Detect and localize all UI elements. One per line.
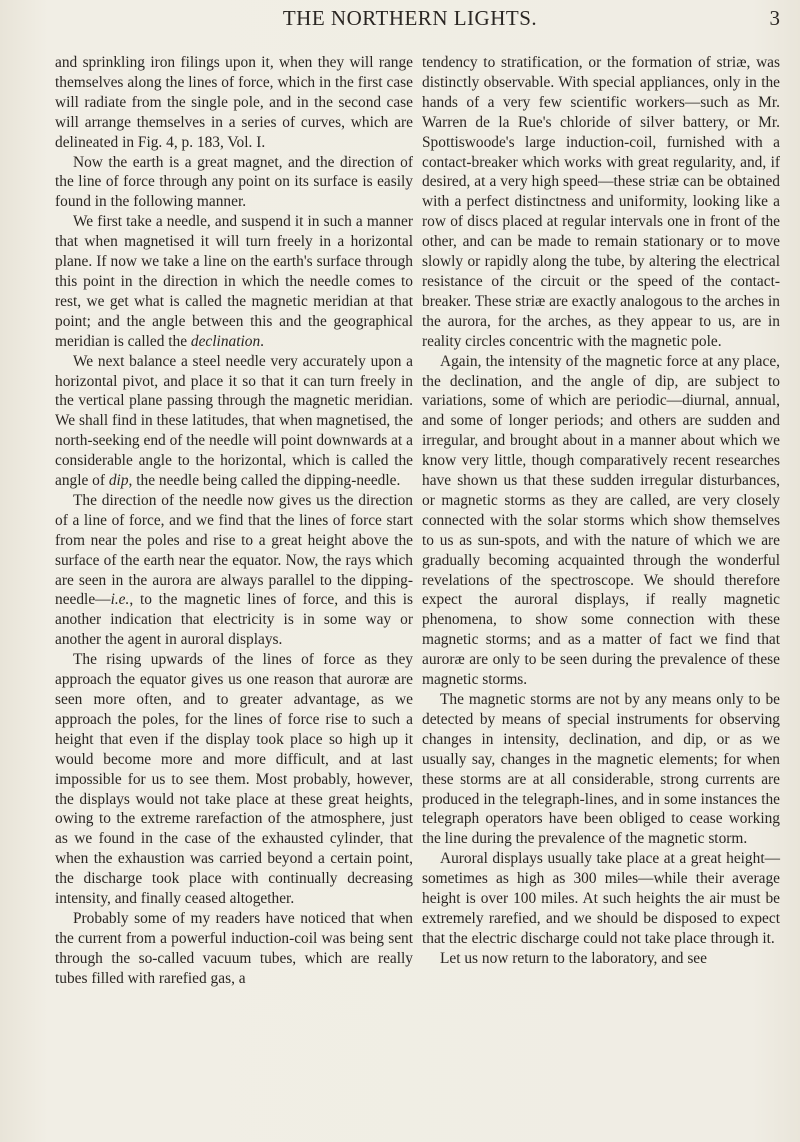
paragraph: The rising upwards of the lines of force as they approach the equator gives us one reason that auroræ are seen more often, and to greater advantage, as we approach the poles, for the lines of force rise to such a height that even if the display took place so high up it would become more and more difficult, and at last impossible for us to see them. Most probably, however, the displays would not take place at these great heights, owing to the extreme rarefaction of the atmosphere, just as we found in the case of the exhausted cylinder, that when the exhaustion was carried beyond a certain point, the discharge took place with continually decreasing intensity, and finally ceased altogether. [55,651,413,908]
left-column [55,53,413,989]
emphasis-declination: declination [190,332,261,350]
paragraph: tendency to stratification, or the formation of striæ, was distinctly observable. With special appliances, only in the hands of a very few scientific workers—such as Mr. Warren de la Rue's chloride of silver battery, or Mr. Spottiswoode's large induction-coil, furnished with a contact-breaker which works with great regularity, and, if desired, at a very high speed—these striæ can be obtained with a perfect distinctness and uniformity, looking like a row of discs placed at regular intervals one in front of the other, and can be made to remain stationary or to move slowly or rapidly along the tube, by altering the electrical resistance of the circuit or the speed of the contact-breaker. These striæ are exactly analogous to the arches in the aurora, for the arches, as they appear to us, are in reality circles concentric with the magnetic pole. [422,54,780,350]
paragraph: Auroral displays usually take place at a great height—sometimes as high as 300 miles—while their average height is over 100 miles. At such heights the air must be extremely rarefied, and we should be disposed to expect that the electric discharge could not take place through it. [422,850,780,947]
emphasis-dip: dip [108,472,129,490]
text-run: We next balance a steel needle very accurately upon a horizontal pivot, and place it so that it can turn freely in the vertical plane passing through the magnetic meridian. We shall find in these latitudes, that when magnetised, the north-seeking end of the needle will point downwards at a considerable angle to the horizontal, which is called the angle of [55,352,413,490]
paragraph: Again, the intensity of the magnetic force at any place, the declination, and the angle of dip, are subject to variations, some of which are periodic—diurnal, annual, and some of longer periods; and others are sudden and irregular, and brought about in a manner about which we know very little, though comparatively recent researches have shown us that these sudden irregular disturbances, or magnetic storms as they are called, are very closely connected with the solar storms which show themselves to us as sun-spots, and with the nature of which we are gradually becoming acquainted through the wonderful revelations of the spectroscope. We should therefore expect the auroral displays, if really magnetic phenomena, to show some connection with these magnetic storms; and as a matter of fact we find that auroræ are only to be seen during the prevalence of these magnetic storms. [422,352,780,689]
paragraph: The magnetic storms are not by any means only to be detected by means of special instruments for observing changes in intensity, declination, and dip, or as we usually say, changes in the magnetic elements; for when these storms are at all considerable, strong currents are produced in the telegraph-lines, and in some instances the telegraph operators have been obliged to cease working the line during the prevalence of the magnetic storm. [422,691,780,848]
text-run: . [260,332,265,350]
page-number: 3 [769,6,780,30]
paragraph [55,491,413,650]
paragraph: Probably some of my readers have noticed that when the current from a powerful induction-coil was being sent through the so-called vacuum tubes, which are really tubes filled with rarefied gas, a [55,909,413,987]
paragraph: Now the earth is a great magnet, and the direction of the line of force through any point on its surface is easily found in the following manner. [55,153,413,211]
paragraph [55,212,413,351]
paragraph [55,352,413,491]
paragraph: Let us now return to the laboratory, and see [440,949,707,967]
page-header [40,6,780,36]
paragraph: and sprinkling iron filings upon it, when they will range themselves along the lines of force, which in the first case will radiate from the single pole, and in the second case will arrange themselves in a series of curves, which are delineated in Fig. 4, p. 183, Vol. I. [55,54,413,151]
right-column [422,53,780,969]
text-run: , the needle being called the dipping-needle. [128,472,401,490]
running-head: THE NORTHERN LIGHTS. [282,6,538,30]
emphasis-ie: i.e. [110,591,130,609]
text-run: We first take a needle, and suspend it in such a manner that when magnetised it will turn freely in a horizontal plane. If now we take a line on the earth's surface through this point in the direction in which the needle comes to rest, we get what is called the magnetic meridian at that point; and the angle between this and the geographical meridian is called the [55,213,413,350]
text-run: , to the magnetic lines of force, and this is another indication that electricity is in some way or another the agent in auroral displays. [55,591,413,649]
text-run: The direction of the needle now gives us the direction of a line of force, and we find that the lines of force start from near the poles and rise to a great height above the surface of the earth near the equator. Now, the rays which are seen in the aurora are always parallel to the dipping-needle— [55,491,413,609]
